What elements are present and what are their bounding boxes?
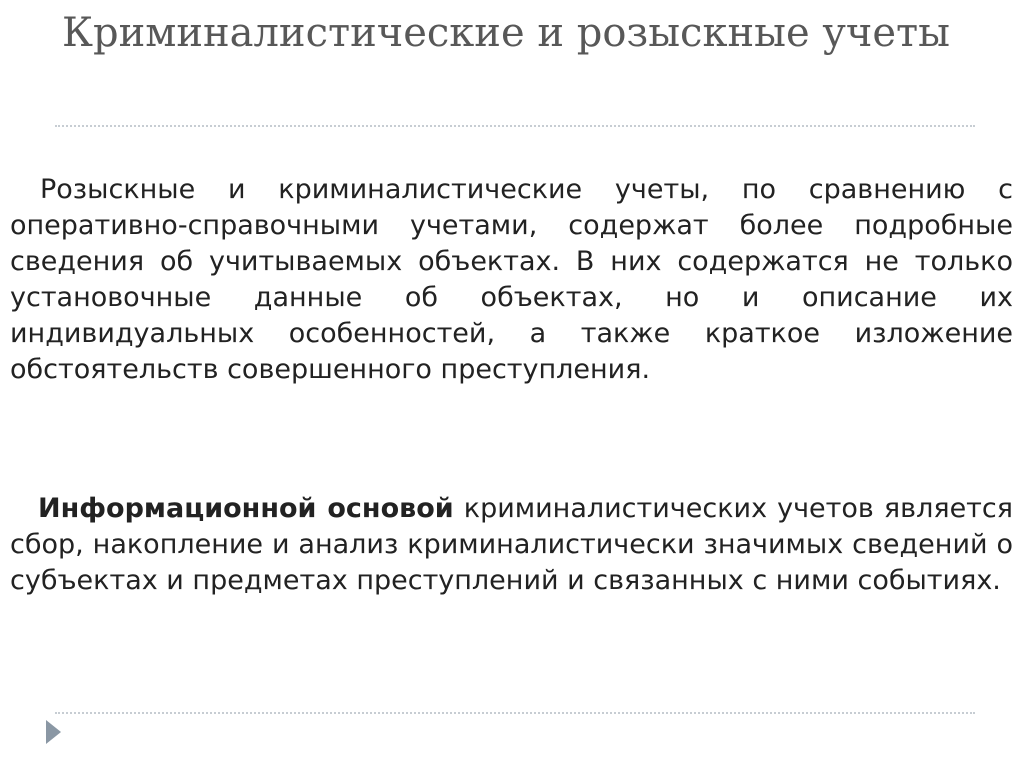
slide-title: Криминалистические и розыскные учеты [62,10,950,56]
paragraph-2 [10,491,1013,599]
paragraph-2-bold: Информационной основой [38,493,454,524]
paragraph-2-text: криминалистических учетов является сбор, накопление и анализ криминалистически значимых сведений о субъектах и предметах преступлений и связанных с ними событиях. [10,493,1013,596]
footer-divider [55,712,975,714]
title-divider [55,125,975,127]
paragraph-1: Розыскные и криминалистические учеты, по сравнению с оперативно-справочными учетами, содержат более подробные сведения об учитываемых объектах. В них содержатся не только установочные данные об объектах, но и описание их индивидуальных особенностей, а также краткое изложение обстоятельств совершенного преступления. [10,174,1013,385]
triangle-right-icon [46,720,61,744]
